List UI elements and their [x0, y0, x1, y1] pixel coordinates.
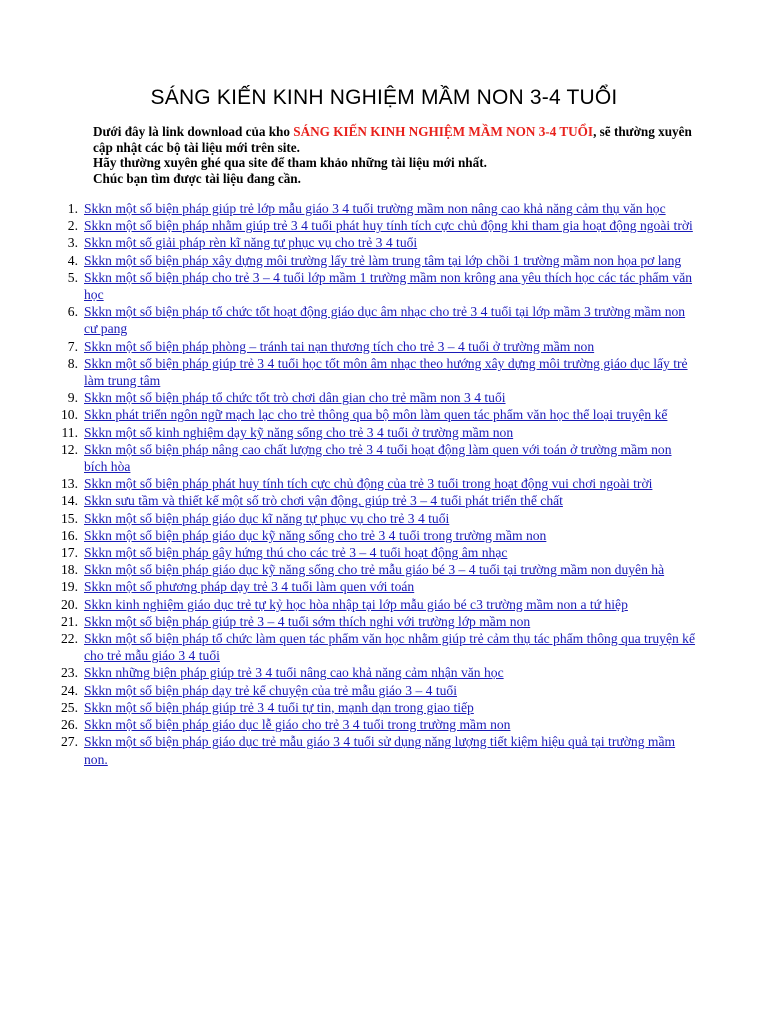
- document-link[interactable]: Skkn một số biện pháp giáo dục trẻ mẫu giáo 3 4 tuổi sử dụng năng lượng tiết kiệm hiệu quả tại trường mầm non.: [84, 734, 676, 767]
- document-link[interactable]: Skkn một số biện pháp nhằm giúp trẻ 3 4 tuổi phát huy tính tích cực chủ động khi tham gia hoạt động ngoài trời: [84, 218, 693, 234]
- list-item-number: 1.: [67, 201, 78, 216]
- list-item-number: 13.: [61, 476, 78, 492]
- list-item: [0, 355, 768, 389]
- document-link[interactable]: Skkn một số biện pháp nâng cao chất lượng cho trẻ 3 4 tuổi hoạt động làm quen với toán ở trường mầm non bích hòa: [84, 441, 672, 475]
- document-link[interactable]: Skkn một số biện pháp giúp trẻ 3 4 tuổi tự tin, mạnh dạn trong giao tiếp: [84, 699, 474, 715]
- list-item-number: 23.: [61, 665, 78, 681]
- document-link[interactable]: Skkn một số biện pháp xây dựng môi trường lấy trẻ làm trung tâm tại lớp chồi 1 trường mầm non họa pơ lang: [84, 252, 682, 268]
- list-item: [0, 441, 768, 475]
- list-item: [0, 596, 768, 613]
- list-item-number: 8.: [67, 355, 78, 371]
- list-item-number: 15.: [61, 510, 78, 526]
- list-item-number: 18.: [61, 562, 78, 578]
- list-item-number: 2.: [67, 218, 78, 234]
- list-item: [0, 492, 768, 509]
- list-item-number: 5.: [67, 269, 78, 285]
- list-item-number: 9.: [67, 390, 78, 406]
- list-item: [0, 475, 768, 492]
- list-item: [0, 613, 768, 630]
- list-item-number: 14.: [61, 493, 78, 509]
- document-link[interactable]: Skkn một số biện pháp phòng – tránh tai nạn thương tích cho trẻ 3 – 4 tuổi ở trường mầm non: [84, 338, 595, 354]
- document-link[interactable]: Skkn một số biện pháp giúp trẻ lớp mẫu giáo 3 4 tuổi trường mầm non nâng cao khả năng cảm thụ văn học: [84, 201, 666, 216]
- list-item-number: 22.: [61, 631, 78, 647]
- intro-line-3: Chúc bạn tìm được tài liệu đang cần.: [93, 170, 301, 186]
- list-item-number: 3.: [67, 235, 78, 251]
- list-item-number: 12.: [61, 441, 78, 457]
- list-item-number: 10.: [61, 407, 78, 423]
- list-item: [0, 527, 768, 544]
- list-item: [0, 578, 768, 595]
- list-item: [0, 664, 768, 681]
- document-link[interactable]: Skkn một số biện pháp giáo dục lễ giáo cho trẻ 3 4 tuổi trong trường mầm non: [84, 717, 511, 733]
- intro-text: [93, 124, 713, 186]
- document-link[interactable]: Skkn một số biện pháp giáo dục kỹ năng sống cho trẻ 3 4 tuổi trong trường mầm non: [84, 527, 547, 543]
- list-item: [0, 252, 768, 269]
- list-item: [0, 217, 768, 234]
- document-link[interactable]: Skkn một số biện pháp tổ chức tốt trò chơi dân gian cho trẻ mầm non 3 4 tuổi: [84, 390, 506, 406]
- list-item: [0, 389, 768, 406]
- list-item-number: 6.: [67, 304, 78, 320]
- list-item-number: 7.: [67, 338, 78, 354]
- document-link[interactable]: Skkn một số biện pháp cho trẻ 3 – 4 tuổi lớp mầm 1 trường mầm non krông ana yêu thích học các tác phẩm văn học: [84, 269, 693, 303]
- list-item: [0, 630, 768, 664]
- page-title: SÁNG KIẾN KINH NGHIỆM MẦM NON 3-4 TUỔI: [150, 86, 618, 109]
- list-item: [0, 200, 768, 217]
- list-item: [0, 510, 768, 527]
- list-item-number: 19.: [61, 579, 78, 595]
- list-item: [0, 699, 768, 716]
- intro-highlight: SÁNG KIẾN KINH NGHIỆM MẦM NON 3-4 TUỔI: [293, 124, 594, 139]
- document-link[interactable]: Skkn kinh nghiệm giáo dục trẻ tự kỷ học hòa nhập tại lớp mẫu giáo bé c3 trường mầm non a tứ hiệp: [84, 596, 628, 612]
- intro-line-1: [93, 124, 713, 155]
- list-item: [0, 338, 768, 355]
- intro-line-2: Hãy thường xuyên ghé qua site để tham khảo những tài liệu mới nhất.: [93, 155, 487, 170]
- list-item-number: 27.: [61, 734, 78, 750]
- list-item: [0, 682, 768, 699]
- list-item: [0, 234, 768, 251]
- document-link[interactable]: Skkn một số biện pháp giúp trẻ 3 – 4 tuổi sớm thích nghi với trường lớp mầm non: [84, 613, 531, 629]
- intro-suffix: , sẽ thường xuyên cập nhật các bộ tài liệu mới trên site.: [93, 124, 692, 155]
- list-item: [0, 716, 768, 733]
- list-item-number: 16.: [61, 527, 78, 543]
- document-link[interactable]: Skkn một số giải pháp rèn kĩ năng tự phục vụ cho trẻ 3 4 tuổi: [84, 235, 418, 251]
- list-item-number: 24.: [61, 682, 78, 698]
- document-link[interactable]: Skkn một số biện pháp dạy trẻ kể chuyện của trẻ mẫu giáo 3 – 4 tuổi: [84, 682, 457, 698]
- list-item-number: 25.: [61, 699, 78, 715]
- document-link[interactable]: Skkn sưu tầm và thiết kế một số trò chơi vận động, giúp trẻ 3 – 4 tuổi phát triển thể chất: [84, 493, 563, 509]
- list-item: [0, 544, 768, 561]
- list-item-number: 4.: [67, 252, 78, 268]
- document-link[interactable]: Skkn một số biện pháp giáo dục kỹ năng sống cho trẻ mẫu giáo bé 3 – 4 tuổi tại trường mầm non duyên hà: [84, 562, 665, 578]
- document-link[interactable]: Skkn một số biện pháp tổ chức làm quen tác phẩm văn học nhằm giúp trẻ cảm thụ tác phẩm thông qua truyện kể cho trẻ mẫu giáo 3 4 tuổi: [84, 631, 696, 664]
- list-item: [0, 269, 768, 303]
- document-link[interactable]: Skkn một số biện pháp tổ chức tốt hoạt động giáo dục âm nhạc cho trẻ 3 4 tuổi tại lớp mầm 3 trường mầm non cư pang: [84, 304, 686, 337]
- document-link[interactable]: Skkn những biện pháp giúp trẻ 3 4 tuổi nâng cao khả năng cảm nhận văn học: [84, 665, 504, 681]
- document-link[interactable]: Skkn một số biện pháp giúp trẻ 3 4 tuổi học tốt môn âm nhạc theo hướng xây dựng môi trường giáo dục lấy trẻ làm trung tâm: [84, 355, 688, 389]
- list-item: [0, 733, 768, 767]
- document-link-list: [0, 200, 768, 768]
- list-item: [0, 561, 768, 578]
- document-link[interactable]: Skkn một số biện pháp phát huy tính tích cực chủ động của trẻ 3 tuổi trong hoạt động vui chơi ngoài trời: [84, 476, 653, 492]
- list-item-number: 11.: [61, 424, 78, 440]
- document-link[interactable]: Skkn một số kinh nghiệm dạy kỹ năng sống cho trẻ 3 4 tuổi ở trường mầm non: [84, 424, 514, 440]
- document-link[interactable]: Skkn một số biện pháp gây hứng thú cho các trẻ 3 – 4 tuổi hoạt động âm nhạc: [84, 545, 508, 561]
- list-item-number: 17.: [61, 545, 78, 561]
- document-link[interactable]: Skkn phát triển ngôn ngữ mạch lạc cho trẻ thông qua bộ môn làm quen tác phẩm văn học thể loại truyện kể: [84, 407, 668, 423]
- intro-prefix: Dưới đây là link download của kho: [93, 124, 294, 139]
- list-item: [0, 424, 768, 441]
- document-link[interactable]: Skkn một số biện pháp giáo dục kĩ năng tự phục vụ cho trẻ 3 4 tuổi: [84, 510, 450, 526]
- list-item-number: 26.: [61, 717, 78, 733]
- list-item: [0, 303, 768, 337]
- list-item: [0, 406, 768, 423]
- document-link[interactable]: Skkn một số phương pháp dạy trẻ 3 4 tuổi làm quen với toán: [84, 579, 415, 595]
- list-item-number: 21.: [61, 613, 78, 629]
- list-item-number: 20.: [61, 596, 78, 612]
